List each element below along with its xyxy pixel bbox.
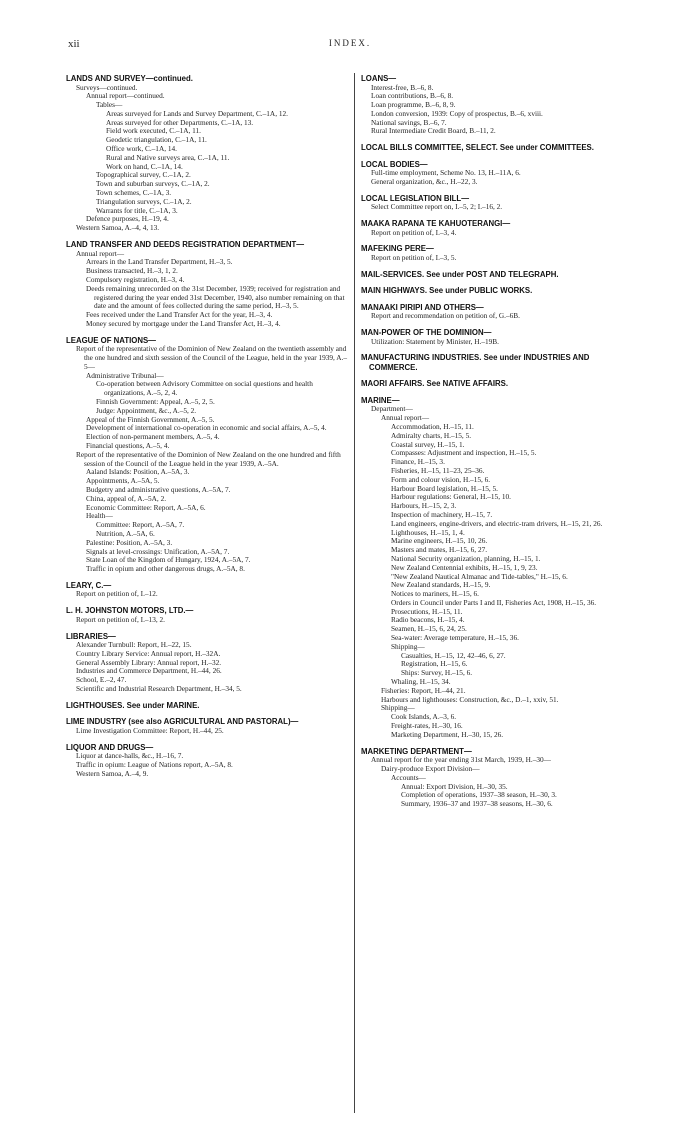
- index-entry: [66, 581, 348, 599]
- index-entry: [361, 303, 636, 321]
- entry-line: Orders in Council under Parts I and II, Fisheries Act, 1908, H.–15, 36.: [391, 597, 597, 607]
- entry-line: Budgetry and administrative questions, A.–5A, 7.: [86, 484, 231, 494]
- index-entry: [361, 747, 636, 809]
- index-entry: [361, 396, 636, 740]
- entry-line: Nutrition, A.–5A, 6.: [96, 528, 155, 538]
- entry-line: Registration, H.–15, 6.: [401, 659, 468, 669]
- entry-line: National Security organization, planning, H.–15, 1.: [391, 553, 541, 563]
- index-entry: [361, 286, 636, 296]
- entry-line: Report of the representative of the Dominion of New Zealand on the twentieth assembly and the one hundred and sixth session of the Council of the League, held in the year 1939, A.–5—: [76, 344, 348, 371]
- entry-line: Interest-free, B.–6, 8.: [371, 82, 434, 92]
- entry-line: Report of the representative of the Dominion of New Zealand on the one hundred and fifth session of the Council of the League held in the year 1939, A.–5A.: [76, 449, 341, 468]
- entry-line: Western Samoa, A.–4, 4, 13.: [76, 223, 160, 233]
- entry-line: New Zealand Centennial exhibits, H.–15, 1, 9, 23.: [391, 562, 538, 572]
- index-entry: [66, 74, 348, 233]
- entry-line: Casualties, H.–15, 12, 42–46, 6, 27.: [401, 650, 506, 660]
- page-header: [68, 38, 632, 52]
- entry-line: Alexander Turnbull: Report, H.–22, 15.: [76, 640, 192, 650]
- entry-line: Loan programme, B.–6, 8, 9.: [371, 100, 456, 110]
- index-entry: [361, 194, 636, 212]
- entry-line: Tables—: [96, 100, 123, 110]
- entry-line: Ships: Survey, H.–15, 6.: [401, 668, 473, 678]
- index-entry: [361, 219, 636, 237]
- entry-line: Palestine: Position, A.–5A, 3.: [86, 537, 173, 547]
- entry-line: Judge: Appointment, &c., A.–5, 2.: [96, 405, 197, 415]
- entry-line: Full-time employment, Scheme No. 13, H.–11A, 6.: [371, 168, 521, 178]
- entry-heading: LIQUOR AND DRUGS—: [66, 742, 154, 752]
- entry-line: Economic Committee: Report, A.–5A, 6.: [86, 502, 206, 512]
- entry-line: Town and suburban surveys, C.–1A, 2.: [96, 179, 210, 189]
- entry-line: Summary, 1936–37 and 1937–38 seasons, H.–30, 6.: [401, 799, 553, 809]
- entry-line: Harbours and lighthouses: Construction, &c., D.–1, xxiv, 51.: [381, 694, 559, 704]
- entry-line: Annual report—continued.: [86, 91, 165, 101]
- entry-heading: LOCAL LEGISLATION BILL—: [361, 193, 469, 203]
- entry-line: Report on petition of, I.–3, 4.: [371, 227, 457, 237]
- entry-heading: LEAGUE OF NATIONS—: [66, 335, 156, 345]
- entry-line: Aaland Islands: Position, A.–5A, 3.: [86, 467, 190, 477]
- entry-line: Town schemes, C.–1A, 3.: [96, 188, 172, 198]
- entry-line: Report and recommendation on petition of, G.–6B.: [371, 311, 520, 321]
- entry-line: Scientific and Industrial Research Department, H.–34, 5.: [76, 684, 242, 694]
- column-divider: [354, 73, 355, 1113]
- entry-line: Annual report for the year ending 31st March, 1939, H.–30—: [371, 755, 551, 765]
- entry-line: Marketing Department, H.–30, 15, 26.: [391, 729, 504, 739]
- entry-line: Marine engineers, H.–15, 10, 26.: [391, 536, 488, 546]
- entry-line: Geodetic triangulation, C.–1A, 11.: [106, 135, 207, 145]
- entry-line: Radio beacons, H.–15, 4.: [391, 615, 465, 625]
- entry-heading: MAN-POWER OF THE DOMINION—: [361, 328, 492, 338]
- entry-line: Shipping—: [381, 703, 415, 713]
- entry-line: School, E.–2, 47.: [76, 675, 127, 685]
- entry-line: Lighthouses, H.–15, 1, 4.: [391, 527, 465, 537]
- entry-line: Completion of operations, 1937–38 season, H.–30, 3.: [401, 790, 557, 800]
- entry-line: Field work executed, C.–1A, 11.: [106, 126, 201, 136]
- index-entry: [361, 270, 636, 280]
- entry-line: Liquor at dance-halls, &c., H.–16, 7.: [76, 751, 184, 761]
- entry-line: General Assembly Library: Annual report, H.–32.: [76, 657, 222, 667]
- index-entry: [361, 353, 636, 372]
- entry-heading: MAORI AFFAIRS. See NATIVE AFFAIRS.: [361, 379, 508, 389]
- entry-line: Topographical survey, C.–1A, 2.: [96, 170, 191, 180]
- entry-line: Rural Intermediate Credit Board, B.–11, 2.: [371, 126, 496, 136]
- entry-line: Triangulation surveys, C.–1A, 2.: [96, 196, 192, 206]
- entry-line: Loan contributions, B.–6, 8.: [371, 91, 454, 101]
- entry-line: Money secured by mortgage under the Land Transfer Act, H.–3, 4.: [86, 318, 281, 328]
- index-entry: [361, 244, 636, 262]
- entry-line: Compasses: Adjustment and inspection, H.–15, 5.: [391, 448, 537, 458]
- entry-line: Finance, H.–15, 3.: [391, 457, 445, 467]
- entry-line: Select Committee report on, I.–5, 2; I.–16, 2.: [371, 202, 503, 212]
- entry-line: General organization, &c., H.–22, 3.: [371, 177, 478, 187]
- entry-line: Arrears in the Land Transfer Department, H.–3, 5.: [86, 257, 233, 267]
- entry-line: Country Library Service: Annual report, H.–32A.: [76, 648, 221, 658]
- entry-line: National savings, B.–6, 7.: [371, 117, 447, 127]
- entry-line: Prosecutions, H.–15, 11.: [391, 606, 463, 616]
- entry-line: Warrants for title, C.–1A, 3.: [96, 205, 178, 215]
- entry-line: Development of international co-operation in economic and social affairs, A.–5, 4.: [86, 423, 327, 433]
- entry-line: Fisheries, H.–15, 11–23, 25–36.: [391, 465, 485, 475]
- entry-line: Utilization: Statement by Minister, H.–19B.: [371, 336, 499, 346]
- entry-line: Land engineers, engine-drivers, and electric-tram drivers, H.–15, 21, 26.: [391, 518, 603, 528]
- index-entry: [66, 336, 348, 574]
- entry-heading: LIME INDUSTRY (see also AGRICULTURAL AND PASTORAL)—: [66, 717, 299, 727]
- entry-heading: LOANS—: [361, 74, 397, 83]
- entry-line: Freight-rates, H.–30, 16.: [391, 721, 463, 731]
- entry-line: Admiralty charts, H.–15, 5.: [391, 430, 472, 440]
- entry-line: Coastal survey, H.–15, 1.: [391, 439, 465, 449]
- entry-line: Committee: Report, A.–5A, 7.: [96, 520, 185, 530]
- index-entry: [361, 74, 636, 136]
- entry-line: Appeal of the Finnish Government, A.–5, 5.: [86, 414, 215, 424]
- index-entry: [66, 701, 348, 711]
- entry-line: Masters and mates, H.–15, 6, 27.: [391, 545, 488, 555]
- entry-line: Traffic in opium: League of Nations report, A.–5A, 8.: [76, 759, 233, 769]
- entry-line: Fisheries: Report, H.–44, 21.: [381, 685, 466, 695]
- entry-line: Financial questions, A.–5, 4.: [86, 440, 170, 450]
- entry-line: Signals at level-crossings: Unification, A.–5A, 7.: [86, 546, 230, 556]
- entry-heading: LANDS AND SURVEY—continued.: [66, 74, 193, 83]
- entry-heading: MANUFACTURING INDUSTRIES. See under INDUSTRIES AND COMMERCE.: [361, 353, 590, 372]
- index-entry: [361, 328, 636, 346]
- entry-line: Inspection of machinery, H.–15, 7.: [391, 509, 493, 519]
- entry-heading: L. H. JOHNSTON MOTORS, LTD.—: [66, 606, 194, 616]
- index-column-right: [361, 74, 636, 816]
- entry-heading: LIBRARIES—: [66, 631, 116, 641]
- entry-line: London conversion, 1939: Copy of prospectus, B.–6, xviii.: [371, 108, 543, 118]
- index-entry: [66, 240, 348, 329]
- entry-line: Harbour regulations: General, H.–15, 10.: [391, 492, 511, 502]
- index-entry: [361, 379, 636, 389]
- entry-heading: LOCAL BILLS COMMITTEE, SELECT. See under COMMITTEES.: [361, 143, 594, 153]
- entry-line: State Loan of the Kingdom of Hungary, 1924, A.–5A, 7.: [86, 555, 251, 565]
- entry-line: Rural and Native surveys area, C.–1A, 11.: [106, 152, 230, 162]
- entry-line: Appointments, A.–5A, 5.: [86, 476, 160, 486]
- entry-line: Accommodation, H.–15, 11.: [391, 421, 474, 431]
- entry-line: Report on petition of, I.–3, 5.: [371, 252, 457, 262]
- entry-line: Office work, C.–1A, 14.: [106, 144, 177, 154]
- entry-line: Report on petition of, I.–13, 2.: [76, 614, 165, 624]
- entry-line: "New Zealand Nautical Almanac and Tide-tables," H.–15, 6.: [391, 571, 568, 581]
- entry-line: Notices to mariners, H.–15, 6.: [391, 589, 479, 599]
- entry-line: Annual report—: [381, 413, 430, 423]
- entry-line: Defence purposes, H.–19, 4.: [86, 214, 169, 224]
- entry-line: Fees received under the Land Transfer Act for the year, H.–3, 4.: [86, 310, 273, 320]
- entry-heading: MAAKA RAPANA TE KAHUOTERANGI—: [361, 219, 511, 229]
- entry-line: Sea-water: Average temperature, H.–15, 36.: [391, 633, 519, 643]
- entry-line: Cook Islands, A.–3, 6.: [391, 712, 457, 722]
- entry-heading: MAIL-SERVICES. See under POST AND TELEGRAPH.: [361, 269, 559, 279]
- entry-line: Report on petition of, I.–12.: [76, 589, 158, 599]
- entry-heading: LIGHTHOUSES. See under MARINE.: [66, 700, 200, 710]
- entry-line: Finnish Government: Appeal, A.–5, 2, 5.: [96, 397, 215, 406]
- entry-line: Deeds remaining unrecorded on the 31st December, 1939; received for registration and registered during the year ended 31st December, 1940, also number remaining on that date and the amount of fees collected during the same period, H.–3, 5.: [86, 283, 345, 311]
- entry-line: Health—: [86, 511, 113, 521]
- entry-line: Harbour Board legislation, H.–15, 5.: [391, 483, 499, 493]
- entry-heading: MAIN HIGHWAYS. See under PUBLIC WORKS.: [361, 286, 533, 296]
- index-entry: [361, 160, 636, 187]
- entry-heading: MARKETING DEPARTMENT—: [361, 746, 472, 756]
- entry-line: Areas surveyed for Lands and Survey Department, C.–1A, 12.: [106, 108, 288, 118]
- entry-line: Work on hand, C.–1A, 14.: [106, 161, 183, 171]
- index-entry: [66, 743, 348, 779]
- entry-line: Compulsory registration, H.–3, 4.: [86, 274, 185, 284]
- index-entry: [66, 717, 348, 735]
- entry-line: Areas surveyed for other Departments, C.–1A, 13.: [106, 117, 254, 127]
- entry-line: China, appeal of, A.–5A, 2.: [86, 493, 167, 503]
- entry-line: Shipping—: [391, 641, 425, 651]
- index-entry: [361, 143, 636, 153]
- entry-line: Annual: Export Division, H.–30, 35.: [401, 781, 508, 791]
- entry-line: Department—: [371, 404, 413, 414]
- entry-line: Industries and Commerce Department, H.–44, 26.: [76, 666, 222, 676]
- entry-line: Whaling, H.–15, 34.: [391, 677, 451, 687]
- index-entry: [66, 606, 348, 624]
- entry-line: Western Samoa, A.–4, 9.: [76, 768, 149, 778]
- entry-line: Seamen, H.–15, 6, 24, 25.: [391, 624, 467, 634]
- entry-line: Dairy-produce Export Division—: [381, 763, 480, 773]
- entry-line: Harbours, H.–15, 2, 3.: [391, 501, 457, 511]
- entry-line: Surveys—continued.: [76, 82, 138, 92]
- entry-heading: LEARY, C.—: [66, 580, 112, 590]
- entry-heading: MANAAKI PIRIPI AND OTHERS—: [361, 302, 484, 312]
- index-column-left: [66, 74, 348, 786]
- page-number: xii: [68, 38, 80, 50]
- entry-line: Form and colour vision, H.–15, 6.: [391, 474, 491, 484]
- entry-line: Accounts—: [391, 772, 426, 782]
- entry-line: Lime Investigation Committee: Report, H.–44, 25.: [76, 725, 224, 735]
- entry-line: Administrative Tribunal—: [86, 370, 164, 380]
- entry-line: Traffic in opium and other dangerous drugs, A.–5A, 8.: [86, 564, 245, 574]
- entry-line: Co-operation between Advisory Committee on social questions and health organizations, A.–5, 2, 4.: [96, 379, 313, 398]
- entry-heading: MAFEKING PERE—: [361, 244, 434, 254]
- index-entry: [66, 632, 348, 694]
- entry-line: Business transacted, H.–3, 1, 2.: [86, 266, 178, 276]
- entry-heading: LAND TRANSFER AND DEEDS REGISTRATION DEPARTMENT—: [66, 240, 305, 250]
- page-title: INDEX.: [328, 38, 372, 48]
- entry-heading: MARINE—: [361, 395, 400, 405]
- entry-line: Election of non-permanent members, A.–5, 4.: [86, 432, 220, 442]
- entry-heading: LOCAL BODIES—: [361, 159, 428, 169]
- entry-line: New Zealand standards, H.–15, 9.: [391, 580, 491, 590]
- entry-line: Annual report—: [76, 248, 125, 258]
